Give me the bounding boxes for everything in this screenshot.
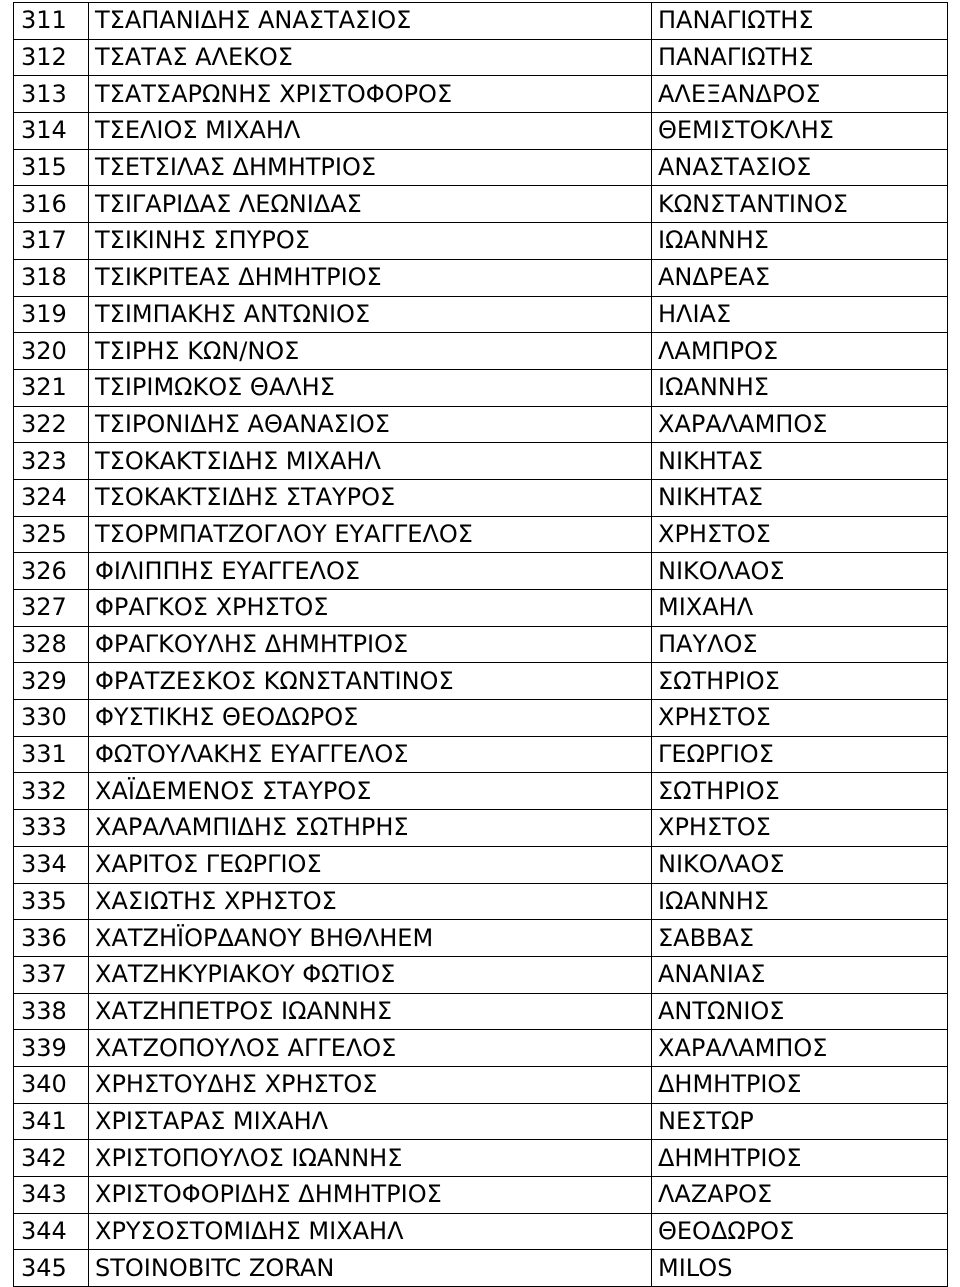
- father-name: ΣΑΒΒΑΣ: [652, 920, 948, 957]
- row-number: 311: [14, 3, 89, 40]
- row-number: 332: [14, 773, 89, 810]
- row-number: 330: [14, 700, 89, 737]
- full-name: ΧΑΤΖΟΠΟΥΛΟΣ ΑΓΓΕΛΟΣ: [89, 1030, 652, 1067]
- father-name: ΔΗΜΗΤΡΙΟΣ: [652, 1066, 948, 1103]
- table-row: [14, 956, 948, 993]
- full-name: ΦΡΑΓΚΟΣ ΧΡΗΣΤΟΣ: [89, 590, 652, 627]
- full-name: ΦΩΤΟΥΛΑΚΗΣ ΕΥΑΓΓΕΛΟΣ: [89, 736, 652, 773]
- father-name: ΜΙΧΑΗΛ: [652, 590, 948, 627]
- father-name: ΓΕΩΡΓΙΟΣ: [652, 736, 948, 773]
- table-row: [14, 846, 948, 883]
- father-name: ΛΑΜΠΡΟΣ: [652, 333, 948, 370]
- table-row: [14, 443, 948, 480]
- row-number: 327: [14, 590, 89, 627]
- full-name: ΧΡΙΣΤΟΦΟΡΙΔΗΣ ΔΗΜΗΤΡΙΟΣ: [89, 1177, 652, 1214]
- full-name: ΤΣΑΤΣΑΡΩΝΗΣ ΧΡΙΣΤΟΦΟΡΟΣ: [89, 76, 652, 113]
- full-name: ΤΣΙΓΑΡΙΔΑΣ ΛΕΩΝΙΔΑΣ: [89, 186, 652, 223]
- father-name: ΑΝΑΝΙΑΣ: [652, 956, 948, 993]
- father-name: ΑΛΕΞΑΝΔΡΟΣ: [652, 76, 948, 113]
- father-name: ΑΝΔΡΕΑΣ: [652, 259, 948, 296]
- father-name: ΧΡΗΣΤΟΣ: [652, 516, 948, 553]
- table-row: [14, 333, 948, 370]
- full-name: ΤΣΙΜΠΑΚΗΣ ΑΝΤΩΝΙΟΣ: [89, 296, 652, 333]
- row-number: 336: [14, 920, 89, 957]
- row-number: 312: [14, 39, 89, 76]
- father-name: ΑΝΤΩΝΙΟΣ: [652, 993, 948, 1030]
- table-row: [14, 369, 948, 406]
- row-number: 319: [14, 296, 89, 333]
- row-number: 334: [14, 846, 89, 883]
- table-row: [14, 296, 948, 333]
- row-number: 344: [14, 1213, 89, 1250]
- full-name: ΤΣΕΤΣΙΛΑΣ ΔΗΜΗΤΡΙΟΣ: [89, 149, 652, 186]
- full-name: ΧΑΤΖΗΪΟΡΔΑΝΟΥ ΒΗΘΛΗΕΜ: [89, 920, 652, 957]
- father-name: ΚΩΝΣΤΑΝΤΙΝΟΣ: [652, 186, 948, 223]
- row-number: 315: [14, 149, 89, 186]
- full-name: ΧΡΥΣΟΣΤΟΜΙΔΗΣ ΜΙΧΑΗΛ: [89, 1213, 652, 1250]
- full-name: ΧΑΣΙΩΤΗΣ ΧΡΗΣΤΟΣ: [89, 883, 652, 920]
- table-row: [14, 1213, 948, 1250]
- table-row: [14, 76, 948, 113]
- father-name: ΝΙΚΗΤΑΣ: [652, 479, 948, 516]
- father-name: ΧΡΗΣΤΟΣ: [652, 700, 948, 737]
- full-name: ΤΣΙΚΙΝΗΣ ΣΠΥΡΟΣ: [89, 223, 652, 260]
- table-row: [14, 516, 948, 553]
- table-row: [14, 223, 948, 260]
- table-row: [14, 993, 948, 1030]
- full-name: ΧΡΗΣΤΟΥΔΗΣ ΧΡΗΣΤΟΣ: [89, 1066, 652, 1103]
- row-number: 326: [14, 553, 89, 590]
- father-name: ΔΗΜΗΤΡΙΟΣ: [652, 1140, 948, 1177]
- father-name: ΝΙΚΟΛΑΟΣ: [652, 553, 948, 590]
- full-name: ΤΣΟΚΑΚΤΣΙΔΗΣ ΣΤΑΥΡΟΣ: [89, 479, 652, 516]
- full-name: ΦΡΑΓΚΟΥΛΗΣ ΔΗΜΗΤΡΙΟΣ: [89, 626, 652, 663]
- full-name: ΦΡΑΤΖΕΣΚΟΣ ΚΩΝΣΤΑΝΤΙΝΟΣ: [89, 663, 652, 700]
- father-name: ΙΩΑΝΝΗΣ: [652, 883, 948, 920]
- row-number: 317: [14, 223, 89, 260]
- table-row: [14, 626, 948, 663]
- table-row: [14, 883, 948, 920]
- row-number: 322: [14, 406, 89, 443]
- father-name: ΘΕΟΔΩΡΟΣ: [652, 1213, 948, 1250]
- table-row: [14, 259, 948, 296]
- roster-table: [13, 2, 948, 1287]
- table-row: [14, 1250, 948, 1287]
- full-name: ΤΣΟΡΜΠΑΤΖΟΓΛΟΥ ΕΥΑΓΓΕΛΟΣ: [89, 516, 652, 553]
- father-name: ΠΑΝΑΓΙΩΤΗΣ: [652, 39, 948, 76]
- full-name: ΧΑΪΔΕΜΕΝΟΣ ΣΤΑΥΡΟΣ: [89, 773, 652, 810]
- father-name: ΛΑΖΑΡΟΣ: [652, 1177, 948, 1214]
- father-name: ΑΝΑΣΤΑΣΙΟΣ: [652, 149, 948, 186]
- full-name: ΧΑΡΑΛΑΜΠΙΔΗΣ ΣΩΤΗΡΗΣ: [89, 810, 652, 847]
- row-number: 324: [14, 479, 89, 516]
- full-name: ΧΑΤΖΗΠΕΤΡΟΣ ΙΩΑΝΝΗΣ: [89, 993, 652, 1030]
- row-number: 329: [14, 663, 89, 700]
- row-number: 313: [14, 76, 89, 113]
- row-number: 341: [14, 1103, 89, 1140]
- father-name: ΘΕΜΙΣΤΟΚΛΗΣ: [652, 113, 948, 150]
- row-number: 316: [14, 186, 89, 223]
- table-row: [14, 590, 948, 627]
- table-row: [14, 186, 948, 223]
- row-number: 340: [14, 1066, 89, 1103]
- full-name: ΧΡΙΣΤΟΠΟΥΛΟΣ ΙΩΑΝΝΗΣ: [89, 1140, 652, 1177]
- table-row: [14, 736, 948, 773]
- row-number: 318: [14, 259, 89, 296]
- full-name: ΦΙΛΙΠΠΗΣ ΕΥΑΓΓΕΛΟΣ: [89, 553, 652, 590]
- full-name: ΦΥΣΤΙΚΗΣ ΘΕΟΔΩΡΟΣ: [89, 700, 652, 737]
- table-row: [14, 663, 948, 700]
- row-number: 337: [14, 956, 89, 993]
- table-row: [14, 553, 948, 590]
- father-name: ΝΕΣΤΩΡ: [652, 1103, 948, 1140]
- full-name: ΤΣΑΠΑΝΙΔΗΣ ΑΝΑΣΤΑΣΙΟΣ: [89, 3, 652, 40]
- father-name: ΝΙΚΟΛΑΟΣ: [652, 846, 948, 883]
- row-number: 335: [14, 883, 89, 920]
- father-name: ΧΡΗΣΤΟΣ: [652, 810, 948, 847]
- row-number: 325: [14, 516, 89, 553]
- father-name: ΣΩΤΗΡΙΟΣ: [652, 663, 948, 700]
- father-name: ΙΩΑΝΝΗΣ: [652, 369, 948, 406]
- row-number: 343: [14, 1177, 89, 1214]
- father-name: ΠΑΥΛΟΣ: [652, 626, 948, 663]
- row-number: 323: [14, 443, 89, 480]
- row-number: 314: [14, 113, 89, 150]
- row-number: 328: [14, 626, 89, 663]
- full-name: ΤΣΙΚΡΙΤΕΑΣ ΔΗΜΗΤΡΙΟΣ: [89, 259, 652, 296]
- full-name: STOINOBITC ZORAN: [89, 1250, 652, 1287]
- row-number: 345: [14, 1250, 89, 1287]
- full-name: ΤΣΙΡΙΜΩΚΟΣ ΘΑΛΗΣ: [89, 369, 652, 406]
- table-row: [14, 1030, 948, 1067]
- table-row: [14, 920, 948, 957]
- table-row: [14, 700, 948, 737]
- father-name: ΧΑΡΑΛΑΜΠΟΣ: [652, 406, 948, 443]
- full-name: ΤΣΟΚΑΚΤΣΙΔΗΣ ΜΙΧΑΗΛ: [89, 443, 652, 480]
- row-number: 339: [14, 1030, 89, 1067]
- table-row: [14, 149, 948, 186]
- table-row: [14, 39, 948, 76]
- father-name: ΝΙΚΗΤΑΣ: [652, 443, 948, 480]
- row-number: 342: [14, 1140, 89, 1177]
- roster-body: [14, 3, 948, 1287]
- father-name: ΧΑΡΑΛΑΜΠΟΣ: [652, 1030, 948, 1067]
- table-row: [14, 479, 948, 516]
- father-name: ΣΩΤΗΡΙΟΣ: [652, 773, 948, 810]
- father-name: ΠΑΝΑΓΙΩΤΗΣ: [652, 3, 948, 40]
- table-row: [14, 810, 948, 847]
- full-name: ΤΣΙΡΗΣ ΚΩΝ/ΝΟΣ: [89, 333, 652, 370]
- full-name: ΧΑΤΖΗΚΥΡΙΑΚΟΥ ΦΩΤΙΟΣ: [89, 956, 652, 993]
- table-row: [14, 1066, 948, 1103]
- table-row: [14, 773, 948, 810]
- row-number: 338: [14, 993, 89, 1030]
- table-row: [14, 406, 948, 443]
- father-name: ΙΩΑΝΝΗΣ: [652, 223, 948, 260]
- table-row: [14, 1140, 948, 1177]
- table-row: [14, 113, 948, 150]
- full-name: ΧΡΙΣΤΑΡΑΣ ΜΙΧΑΗΛ: [89, 1103, 652, 1140]
- table-row: [14, 1177, 948, 1214]
- full-name: ΤΣΕΛΙΟΣ ΜΙΧΑΗΛ: [89, 113, 652, 150]
- full-name: ΤΣΙΡΟΝΙΔΗΣ ΑΘΑΝΑΣΙΟΣ: [89, 406, 652, 443]
- row-number: 321: [14, 369, 89, 406]
- table-row: [14, 1103, 948, 1140]
- row-number: 333: [14, 810, 89, 847]
- row-number: 331: [14, 736, 89, 773]
- full-name: ΧΑΡΙΤΟΣ ΓΕΩΡΓΙΟΣ: [89, 846, 652, 883]
- father-name: ΗΛΙΑΣ: [652, 296, 948, 333]
- table-row: [14, 3, 948, 40]
- full-name: ΤΣΑΤΑΣ ΑΛΕΚΟΣ: [89, 39, 652, 76]
- row-number: 320: [14, 333, 89, 370]
- father-name: MILOS: [652, 1250, 948, 1287]
